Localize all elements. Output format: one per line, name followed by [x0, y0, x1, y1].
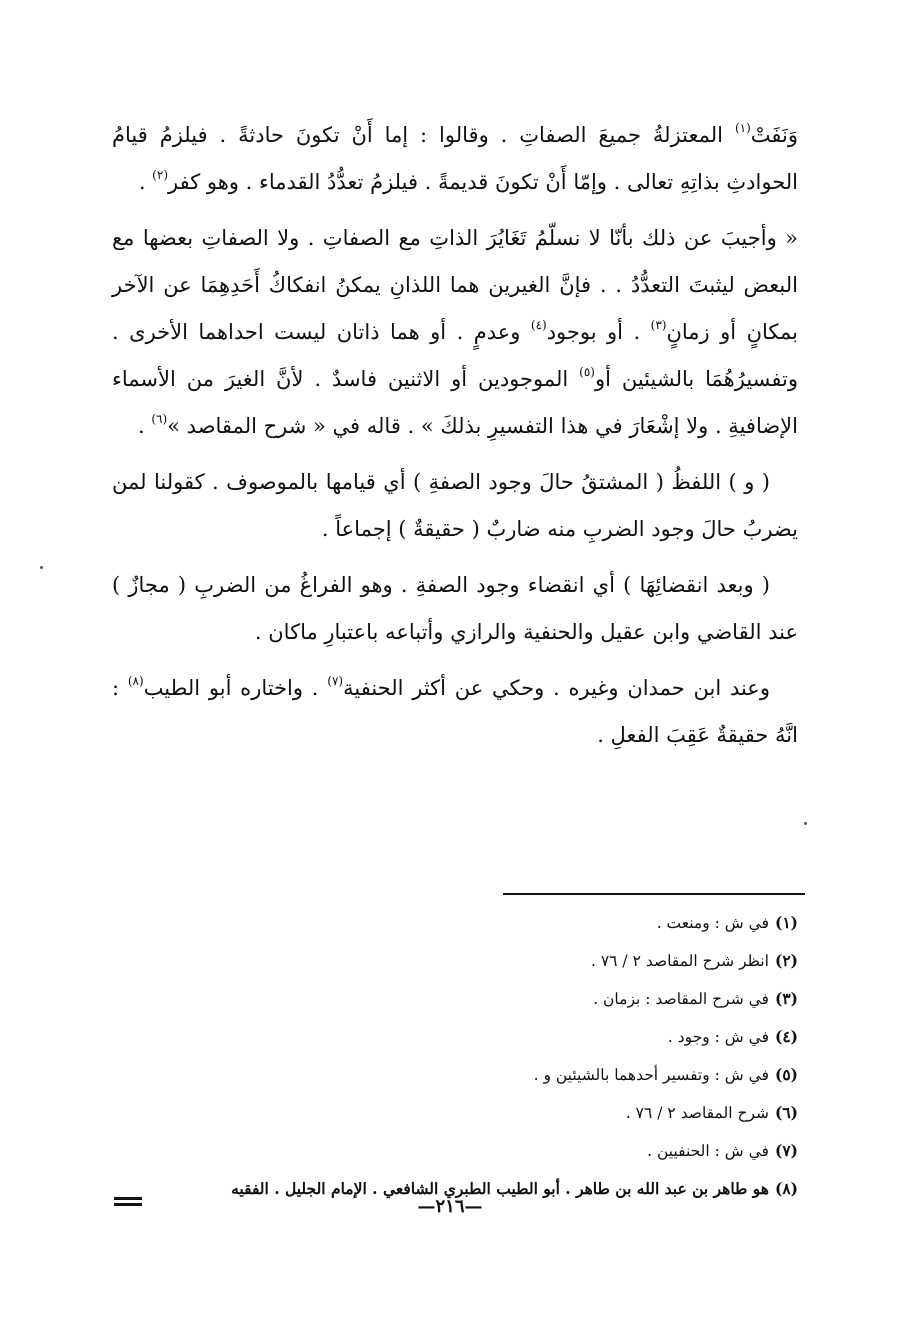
- footnote-1: (١)في ش : ومنعت .: [656, 913, 798, 932]
- scan-speck: [804, 822, 807, 825]
- footnote-4: (٤)في ش : وجود .: [667, 1027, 798, 1046]
- footnote-7: (٧)في ش : الحنفيين .: [647, 1141, 798, 1160]
- footnote-ref-4[interactable]: (٤): [530, 318, 547, 332]
- paragraph-4: ( وبعد انقضائِهَا ) أي انقضاء وجود الصفةِ . وهو الفراغُ من الضربِ ( مجازٌ ) عند القاضي وابن عقيل والحنفية والرازي وأتباعه باعتبارِ ماكان .: [112, 573, 798, 644]
- footnote-3: (٣)في شرح المقاصد : بزمان .: [593, 989, 798, 1008]
- footnote-6: (٦)شرح المقاصد ٢ / ٧٦ .: [625, 1103, 798, 1122]
- footnote-ref-8[interactable]: (٨): [127, 674, 144, 688]
- paragraph-5: وعند ابن حمدان وغيره . وحكي عن أكثر الحنفية$^{(٧)}$ . واختاره أبو الطيب$^{(٨)}$ : انَّهُ حقيقةٌ عَقِبَ الفعلِ .: [112, 674, 798, 747]
- footnote-ref-6[interactable]: (٦): [151, 412, 168, 426]
- paragraph-1: وَنَفَتْ$^{(١)}$ المعتزلةُ جميعَ الصفاتِ . وقالوا : إما أَنْ تكونَ حادثةً . فيلزمُ قيامُ الحوادثِ بذاتِهِ تعالى . وإمّا أَنْ تكونَ قديمةً . فيلزمُ تعدُّدُ القدماء . وهو كفر$^{(٢)}$ .: [112, 121, 798, 194]
- paragraph-2: « وأجيبَ عن ذلك بأنّا لا نسلّمُ تَغَايُرَ الذاتِ مع الصفاتِ . ولا الصفاتِ بعضها مع البعض ليثبتَ التعدُّدُ . . فإنَّ الغيرين هما اللذانِ يمكنُ انفكاكُ أَحَدِهِمَا عن الآخر بمكانٍ أو زمانٍ$^{(٣)}$ . أو بوجود$^{(٤)}$ وعدمٍ . أو هما ذاتان ليست احداهما الأخرى . وتفسيرُهُمَا بالشيئين أو$^{(٥)}$ الموجودين أو الاثنين فاسدٌ . لأنَّ الغيرَ من الأسماء الإضافيةِ . ولا إشْعَارَ في هذا التفسيرِ بذلكَ » . قاله في « شرح المقاصد »$^{(٦)}$ .: [112, 226, 799, 438]
- footnote-ref-1[interactable]: (١): [734, 121, 751, 135]
- footnote-separator: [503, 893, 805, 895]
- page-number: —٢١٦—: [417, 1196, 483, 1217]
- footnote-2: (٢)انظر شرح المقاصد ٢ / ٧٦ .: [590, 951, 798, 970]
- footnote-8: (٨)هو طاهر بن عبد الله بن طاهر . أبو الطيب الطبري الشافعي . الإمام الجليل . الفقيه: [231, 1179, 798, 1198]
- footnote-ref-7[interactable]: (٧): [327, 674, 344, 688]
- footnote-ref-2[interactable]: (٢): [152, 168, 168, 182]
- footnote-ref-3[interactable]: (٣): [650, 318, 667, 332]
- footnotes: [108, 904, 798, 1207]
- scan-speck: [40, 566, 43, 569]
- footnote-5: (٥)في ش : وتفسير أحدهما بالشيئين و .: [533, 1065, 798, 1084]
- continuation-mark: [114, 1197, 142, 1206]
- main-text: [112, 112, 798, 768]
- paragraph-3: ( و ) اللفظُ ( المشتقُ حالَ وجود الصفةِ ) أي قيامها بالموصوف . كقولنا لمن يضربُ حالَ وجود الضربِ منه ضاربٌ ( حقيقةٌ ) إجماعاً .: [112, 470, 798, 541]
- footnote-ref-5[interactable]: (٥): [579, 365, 595, 379]
